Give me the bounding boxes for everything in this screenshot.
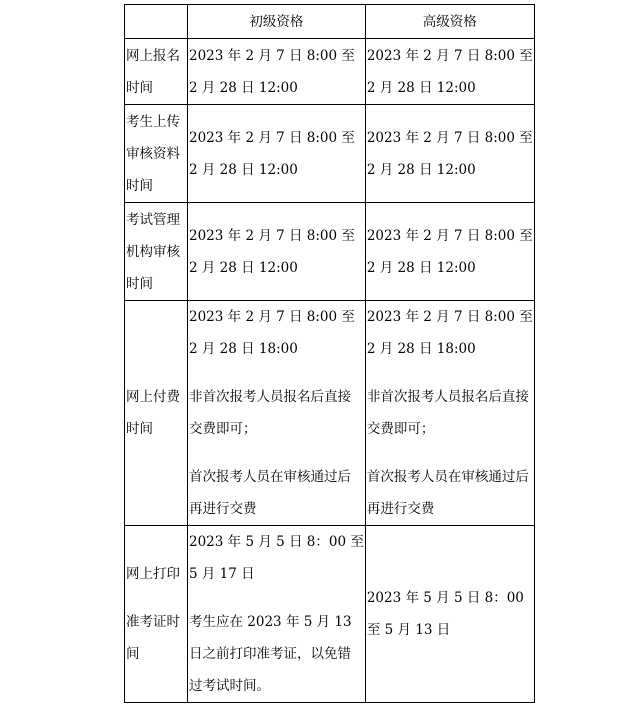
- payment-note-first-time: 首次报考人员在审核通过后再进行交费: [189, 469, 351, 517]
- payment-note-returning: 非首次报考人员报名后直接交费即可；: [189, 389, 351, 437]
- table-row: [125, 39, 535, 105]
- date-range-end: 2 月 28 日 12:00: [366, 79, 476, 96]
- date-range-start: 2023 年 2 月 7 日 8:00 至: [366, 47, 533, 64]
- primary-cell: [188, 39, 366, 105]
- date-range-start: 2023 年 2 月 7 日 8:00 至: [366, 129, 533, 146]
- row-label: 考生上传审核资料时间: [125, 105, 188, 203]
- date-range-end: 5 月 17 日: [189, 566, 255, 582]
- date-range-end: 2 月 28 日 12:00: [189, 161, 298, 178]
- table-row: [125, 105, 535, 203]
- date-range-end: 2 月 28 日 12:00: [189, 259, 298, 276]
- payment-note-first-time: 首次报考人员在审核通过后再进行交费: [366, 469, 529, 517]
- date-range-start: 2023 年 2 月 7 日 8:00 至: [189, 129, 355, 146]
- date-range-end: 2 月 28 日 18:00: [189, 341, 298, 357]
- payment-note-returning: 非首次报考人员报名后直接交费即可；: [366, 389, 529, 437]
- date-range-start: 2023 年 2 月 7 日 8:00 至: [189, 309, 355, 325]
- print-deadline-note: 考生应在 2023 年 5 月 13 日之前打印准考证，以免错过考试时间。: [189, 614, 352, 694]
- date-range-end: 至 5 月 13 日: [366, 622, 451, 638]
- header-senior: 高级资格: [365, 5, 534, 39]
- senior-cell: [365, 526, 534, 703]
- header-primary: 初级资格: [188, 5, 366, 39]
- date-range-end: 2 月 28 日 12:00: [189, 79, 298, 96]
- header-corner: [125, 5, 188, 39]
- row-label: 网上付费时间: [125, 301, 188, 526]
- date-range-end: 2 月 28 日 12:00: [366, 259, 476, 276]
- senior-cell: [365, 105, 534, 203]
- primary-cell: [188, 105, 366, 203]
- date-range-end: 2 月 28 日 12:00: [366, 161, 476, 178]
- date-range-end: 2 月 28 日 18:00: [366, 341, 476, 357]
- senior-cell: [365, 301, 534, 526]
- table-row: [125, 203, 535, 301]
- schedule-table: [124, 4, 535, 703]
- header-row: [125, 5, 535, 39]
- senior-cell: [365, 203, 534, 301]
- table-row: [125, 526, 535, 703]
- row-label: 网上报名时间: [125, 39, 188, 105]
- senior-cell: [365, 39, 534, 105]
- primary-cell: [188, 203, 366, 301]
- row-label: 网上打印 准考证时间: [125, 526, 188, 703]
- row-label: 考试管理机构审核时间: [125, 203, 188, 301]
- date-range-start: 2023 年 2 月 7 日 8:00 至: [366, 227, 533, 244]
- date-range-start: 2023 年 5 月 5 日 8：00: [366, 590, 524, 606]
- primary-cell: [188, 526, 366, 703]
- date-range-start: 2023 年 5 月 5 日 8：00 至: [189, 534, 364, 550]
- date-range-start: 2023 年 2 月 7 日 8:00 至: [189, 47, 355, 64]
- date-range-start: 2023 年 2 月 7 日 8:00 至: [366, 309, 533, 325]
- date-range-start: 2023 年 2 月 7 日 8:00 至: [189, 227, 355, 244]
- primary-cell: [188, 301, 366, 526]
- table-row: [125, 301, 535, 526]
